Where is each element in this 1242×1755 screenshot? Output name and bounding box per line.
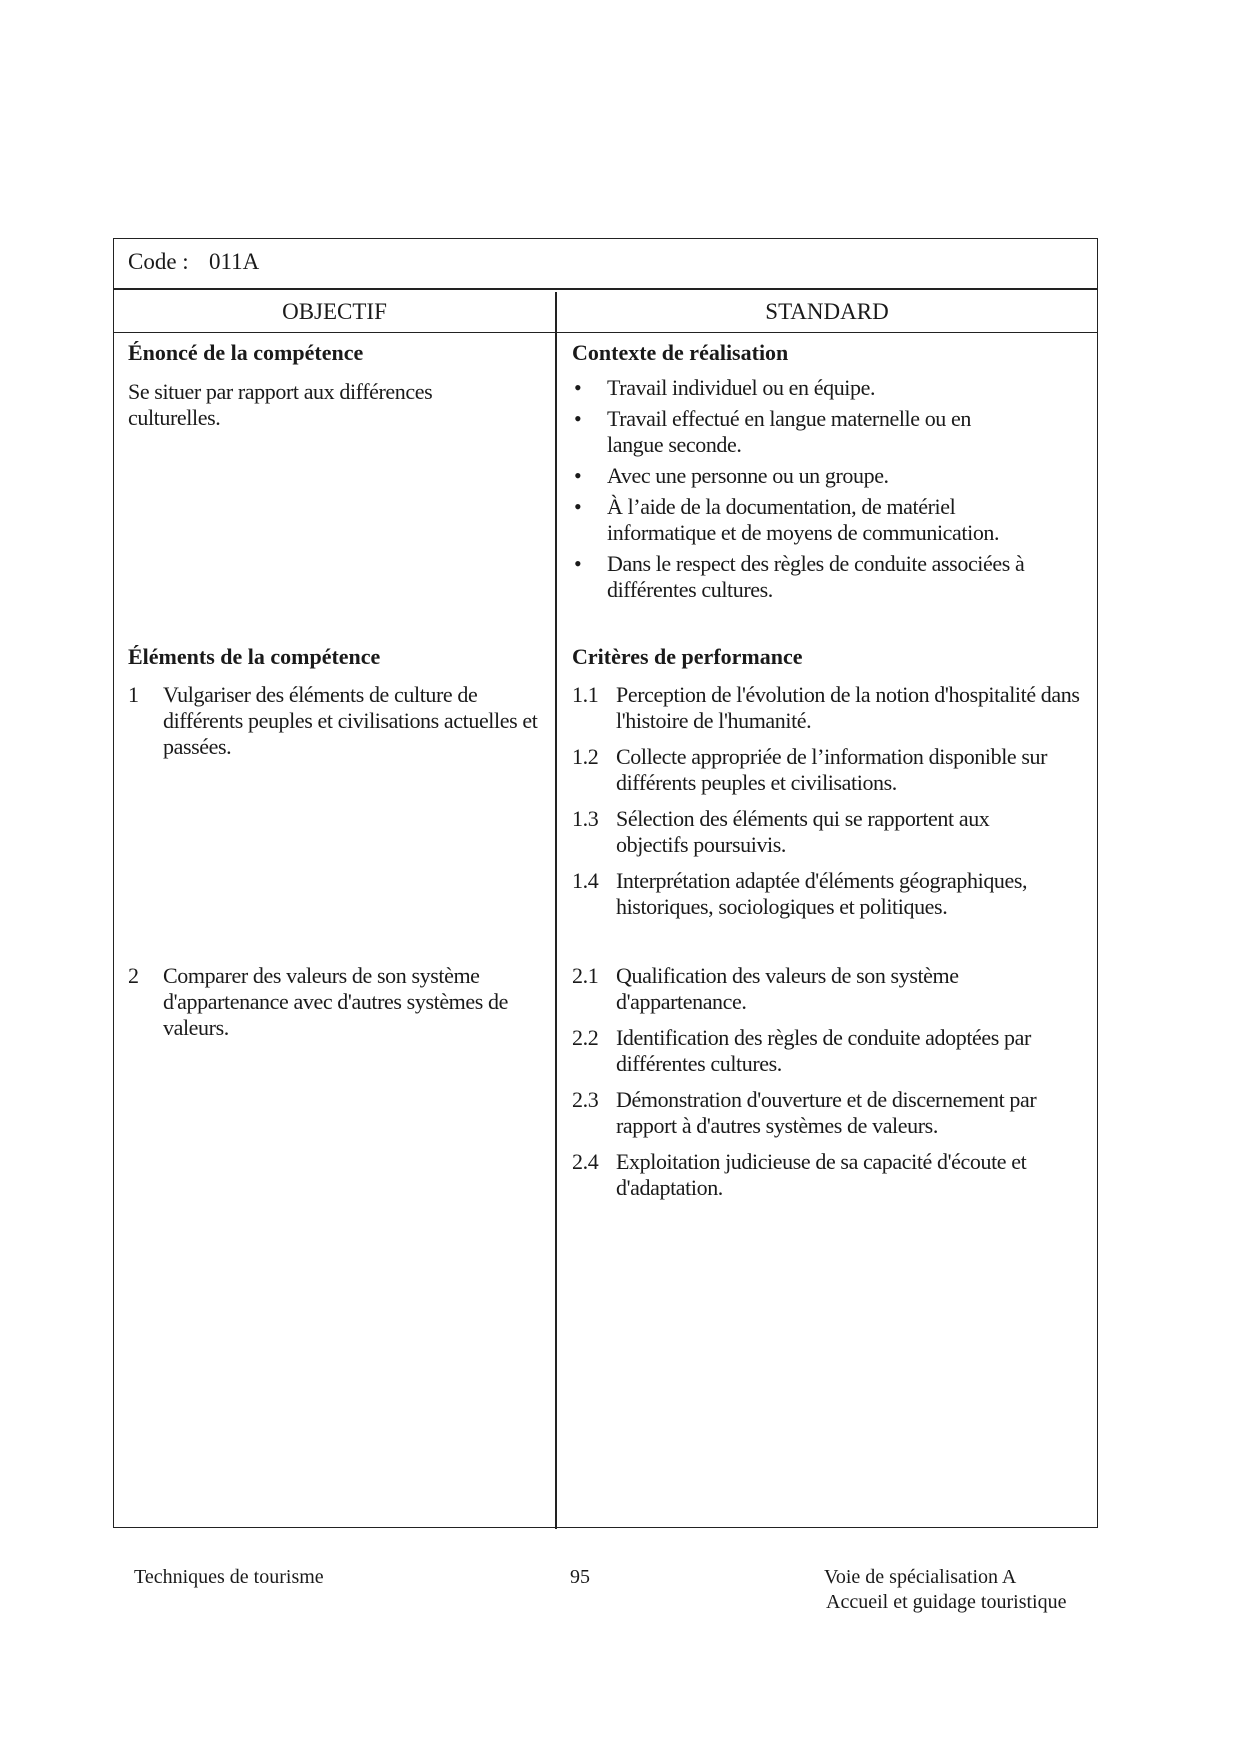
element-number: 2 (128, 963, 139, 988)
contexte-title: Contexte de réalisation (572, 340, 789, 365)
critere-text: Interprétation adaptée d'éléments géographiques, historiques, sociologiques et politiques. (616, 868, 1028, 919)
code-value: 011A (209, 249, 260, 274)
column-headers (114, 290, 1097, 333)
code-row (114, 239, 1097, 290)
footer-specialisation-name: Accueil et guidage touristique (826, 1591, 1067, 1613)
critere-text: Perception de l'évolution de la notion d'hospitalité dans l'histoire de l'humanité. (616, 682, 1080, 733)
critere-number: 2.2 (572, 1025, 599, 1050)
list-item: • Dans le respect des règles de conduite associées à différentes cultures. (574, 551, 1025, 602)
critere-text: Exploitation judicieuse de sa capacité d'écoute et d'adaptation. (616, 1149, 1027, 1200)
list-item: • À l’aide de la documentation, de matériel informatique et de moyens de communication. (574, 494, 1000, 545)
header-standard: STANDARD (765, 299, 889, 324)
element-text: Vulgariser des éléments de culture de différents peuples et civilisations actuelles et passées. (163, 682, 538, 759)
list-item: • Avec une personne ou un groupe. (574, 463, 889, 488)
enonce-text: Se situer par rapport aux différences culturelles. (128, 379, 433, 430)
header-objectif: OBJECTIF (282, 299, 387, 324)
enonce-title: Énoncé de la compétence (128, 340, 364, 365)
list-item: • Travail individuel ou en équipe. (574, 375, 876, 400)
criteres-title: Critères de performance (572, 644, 803, 669)
critere-number: 1.1 (572, 682, 599, 707)
critere-number: 2.3 (572, 1087, 599, 1112)
critere-number: 2.4 (572, 1149, 599, 1174)
critere-number: 2.1 (572, 963, 599, 988)
page-number: 95 (570, 1566, 590, 1588)
element-number: 1 (128, 682, 139, 707)
element-text: Comparer des valeurs de son système d'appartenance avec d'autres systèmes de valeurs. (163, 963, 508, 1040)
footer-specialisation: Voie de spécialisation A (824, 1566, 1017, 1588)
elements-title: Éléments de la compétence (128, 644, 381, 669)
critere-text: Identification des règles de conduite adoptées par différentes cultures. (616, 1025, 1031, 1076)
competency-table (113, 238, 1098, 1528)
critere-number: 1.4 (572, 868, 599, 893)
critere-text: Démonstration d'ouverture et de discernement par rapport à d'autres systèmes de valeurs. (616, 1087, 1037, 1138)
code-label: Code : (128, 249, 189, 274)
critere-number: 1.3 (572, 806, 599, 831)
critere-number: 1.2 (572, 744, 599, 769)
critere-text: Sélection des éléments qui se rapportent aux objectifs poursuivis. (616, 806, 990, 857)
critere-text: Collecte appropriée de l’information disponible sur différents peuples et civilisations. (616, 744, 1048, 795)
critere-text: Qualification des valeurs de son système d'appartenance. (616, 963, 959, 1014)
contexte-list (572, 375, 1092, 608)
list-item: • Travail effectué en langue maternelle ou en langue seconde. (574, 406, 971, 457)
column-divider (555, 292, 557, 1529)
footer-program: Techniques de tourisme (134, 1566, 324, 1588)
